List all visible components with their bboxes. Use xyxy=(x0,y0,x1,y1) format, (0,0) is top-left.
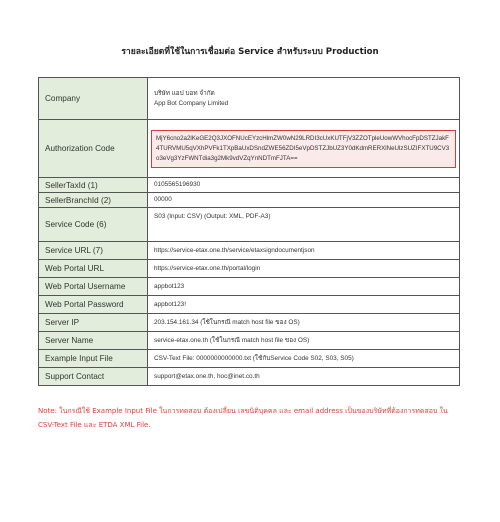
row-value-web-portal-url: https://service-etax.one.th/portal/login xyxy=(148,260,460,278)
company-name-thai: บริษัท แอป บอท จำกัด xyxy=(154,89,215,97)
connection-details-table xyxy=(38,77,460,386)
row-value-web-portal-username: appbot123 xyxy=(148,278,460,296)
table-row-support-contact xyxy=(39,368,460,386)
row-value-support-contact: support@etax.one.th, hoc@inet.co.th xyxy=(148,368,460,386)
table-row-service-url xyxy=(39,242,460,260)
row-value-server-ip: 203.154.161.34 (ใช้ในกรณี match host file ของ OS) xyxy=(148,314,460,332)
row-label-service-url: Service URL (7) xyxy=(39,242,148,260)
table-row-seller-branch-id xyxy=(39,193,460,208)
row-label-seller-branch-id: SellerBranchId (2) xyxy=(39,193,148,208)
row-value-service-code xyxy=(148,208,460,242)
row-label-server-name: Server Name xyxy=(39,332,148,350)
row-value-service-url: https://service-etax.one.th/service/etaxsigndocumentjson xyxy=(148,242,460,260)
authorization-code-highlight[interactable]: MjY6cno2a2lKeGE2Q3JXOFNUcEYzcHlmZW0wN29LRDI3cUxKUTFjV3ZZOTpleUowWVhocFpDSTZJakF4TURVMU5qVXhPVFk1TXpBaUxDSndZWE56ZDI5eVpDSTZJbUZ3Y0dKdmRERXlNeUlzSUZIFXTU9CV3o3eVg3YzFWNTdia3g2Mk9vdVZqYnNDTmFJTA== xyxy=(151,130,456,168)
row-value-company xyxy=(148,78,460,120)
row-label-web-portal-username: Web Portal Username xyxy=(39,278,148,296)
service-code-text: S03 (Input: CSV) (Output: XML, PDF-A3) xyxy=(154,213,271,220)
table-row-example-input-file xyxy=(39,350,460,368)
row-label-authorization-code: Authorization Code xyxy=(39,120,148,178)
row-value-seller-tax-id: 0105565196930 xyxy=(148,178,460,193)
row-value-example-input-file: CSV-Text File: 0000000000000.txt (ใช้กับService Code S02, S03, S05) xyxy=(148,350,460,368)
row-label-web-portal-password: Web Portal Password xyxy=(39,296,148,314)
row-label-web-portal-url: Web Portal URL xyxy=(39,260,148,278)
row-value-server-name: service-etax.one.th (ใช้ในกรณี match host file ของ OS) xyxy=(148,332,460,350)
row-label-seller-tax-id: SellerTaxId (1) xyxy=(39,178,148,193)
row-label-support-contact: Support Contact xyxy=(39,368,148,386)
table-row-web-portal-password xyxy=(39,296,460,314)
row-value-seller-branch-id: 00000 xyxy=(148,193,460,208)
table-row-authorization-code xyxy=(39,120,460,178)
row-value-web-portal-password: appbot123! xyxy=(148,296,460,314)
table-row-server-name xyxy=(39,332,460,350)
table-row-web-portal-username xyxy=(39,278,460,296)
table-row-company xyxy=(39,78,460,120)
table-row-service-code xyxy=(39,208,460,242)
company-name-english: App Bot Company Limited xyxy=(154,99,229,107)
row-label-service-code: Service Code (6) xyxy=(39,208,148,242)
note-text: Note: ในกรณีใช้ Example Input File ในการทดสอบ ต้องเปลี่ยน เลขนิติบุคคล และ email address เป็นของบริษัทที่ต้องการทดสอบ ใน CSV-Text File และ ETDA XML File. xyxy=(38,407,448,429)
page-title: รายละเอียดที่ใช้ในการเชื่อมต่อ Service สำหรับระบบ Production xyxy=(121,47,379,57)
row-value-authorization-code xyxy=(148,120,460,178)
row-label-example-input-file: Example Input File xyxy=(39,350,148,368)
table-row-web-portal-url xyxy=(39,260,460,278)
row-label-server-ip: Server IP xyxy=(39,314,148,332)
table-row-server-ip xyxy=(39,314,460,332)
row-label-company: Company xyxy=(39,78,148,120)
table-row-seller-tax-id xyxy=(39,178,460,193)
